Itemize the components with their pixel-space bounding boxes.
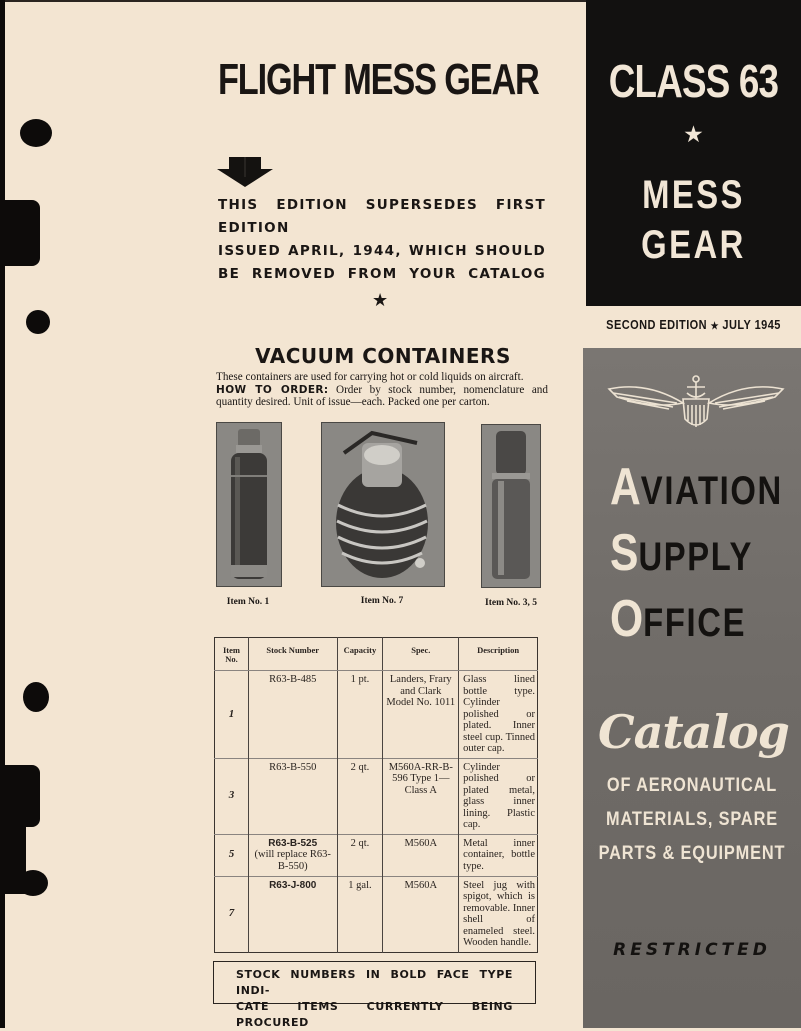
category-line: GEAR (641, 223, 746, 267)
stock-number-cell (248, 876, 337, 952)
edition-label: SECOND EDITION (606, 318, 708, 332)
aso-word: FFICE (643, 601, 747, 645)
item-number: 5 (215, 834, 249, 876)
item-number: 3 (215, 758, 249, 834)
capacity: 2 qt. (337, 758, 383, 834)
stock-number: R63-B-485 (248, 671, 337, 759)
table-row (215, 671, 538, 759)
category-line: MESS (642, 173, 745, 217)
capacity: 1 pt. (337, 671, 383, 759)
catalog-script-title: Catalog (598, 705, 789, 759)
classification-label: RESTRICTED (613, 940, 771, 960)
spec: M560A (383, 834, 459, 876)
item-number: 1 (215, 671, 249, 759)
class-panel (586, 0, 801, 306)
star-icon: ★ (372, 290, 389, 311)
aso-initial: S (610, 524, 639, 582)
punch-hole-icon (23, 682, 49, 712)
intro-text: These containers are used for carrying hot or cold liquids on aircraft. (216, 371, 524, 383)
how-to-order-text: Order by stock number, nomenclature and (328, 383, 548, 396)
how-to-order-text: quantity desired. Unit of issue—each. Packed one per carton. (216, 396, 490, 408)
photo-caption: Item No. 1 (226, 597, 270, 607)
edition-date: JULY 1945 (722, 318, 781, 332)
binder-tab-notch (0, 200, 40, 266)
spec: Landers, Frary and Clark Model No. 1011 (383, 671, 459, 759)
photo-item-1 (216, 422, 282, 587)
aso-line (610, 458, 783, 516)
binder-tab-notch (0, 765, 40, 827)
section-intro (216, 371, 548, 409)
punch-hole-icon (20, 119, 52, 147)
capacity: 1 gal. (337, 876, 383, 952)
spec: M560A-RR-B-596 Type 1—Class A (383, 758, 459, 834)
column-header: Stock Number (248, 638, 337, 671)
stock-table (214, 637, 538, 953)
how-to-order-label: HOW TO ORDER: (216, 383, 329, 396)
class-label: CLASS 63 (608, 55, 779, 107)
aso-panel (583, 348, 801, 1028)
photo-caption: Item No. 7 (360, 596, 404, 606)
supersede-line: THIS EDITION SUPERSEDES FIRST EDITION (218, 197, 546, 236)
description: Cylinder polished or plated metal, glass inner lining. Plastic cap. (459, 758, 538, 834)
table-row (215, 834, 538, 876)
naval-aviator-wings-icon (607, 375, 785, 435)
aso-word: UPPLY (638, 535, 753, 579)
page-title: FLIGHT MESS GEAR (218, 55, 539, 104)
aso-line (610, 590, 747, 648)
notice-line: STOCK NUMBERS IN BOLD FACE TYPE INDI- (236, 968, 513, 997)
stock-number: R63-J-800 (269, 879, 317, 891)
column-header: Item No. (215, 638, 249, 671)
how-to-order (216, 384, 548, 397)
supersede-line: BE REMOVED FROM YOUR CATALOG (218, 266, 546, 282)
description: Steel jug with spigot, which is removable. Inner shell of enameled steel. Wooden handle. (459, 876, 538, 952)
aso-line (610, 524, 753, 582)
thermos-bottle-icon (482, 425, 540, 587)
table-row (215, 758, 538, 834)
vacuum-jug-icon (322, 423, 444, 586)
stock-note: (will replace R63-B-550) (254, 849, 331, 872)
supersede-notice (218, 194, 546, 286)
table-header-row (215, 638, 538, 671)
down-arrow-icon (217, 157, 273, 187)
catalog-subtitle: OF AERONAUTICAL (606, 775, 778, 796)
supersede-line: ISSUED APRIL, 1944, WHICH SHOULD (218, 243, 546, 259)
photo-item-7 (321, 422, 445, 587)
thermos-bottle-icon (217, 423, 281, 586)
table-row (215, 876, 538, 952)
capacity: 2 qt. (337, 834, 383, 876)
column-header: Spec. (383, 638, 459, 671)
aso-word: VIATION (640, 469, 783, 513)
stock-number: R63-B-550 (248, 758, 337, 834)
star-icon: ★ (684, 124, 703, 146)
photo-item-3-5 (481, 424, 541, 588)
edition-line (599, 318, 788, 332)
description: Glass lined bottle type. Cylinder polished or plated. Inner steel cup. Tinned outer cap. (459, 671, 538, 759)
column-header: Description (459, 638, 538, 671)
notice-line: CATE ITEMS CURRENTLY BEING PROCURED (236, 1000, 513, 1029)
photo-caption: Item No. 3, 5 (485, 598, 537, 608)
column-header: Capacity (337, 638, 383, 671)
item-number: 7 (215, 876, 249, 952)
spec: M560A (383, 876, 459, 952)
aso-initial: O (610, 590, 644, 648)
aso-initial: A (610, 458, 641, 516)
description: Metal inner container, bottle type. (459, 834, 538, 876)
section-title: VACUUM CONTAINERS (255, 344, 511, 368)
stock-number: R63-B-525 (268, 837, 318, 849)
binder-tab-notch (0, 826, 26, 894)
punch-hole-icon (26, 310, 50, 334)
stock-number-cell (248, 834, 337, 876)
catalog-subtitle: PARTS & EQUIPMENT (598, 843, 786, 864)
catalog-subtitle: MATERIALS, SPARE (605, 809, 779, 830)
star-icon: ★ (710, 321, 719, 332)
bold-type-notice (213, 961, 536, 1029)
